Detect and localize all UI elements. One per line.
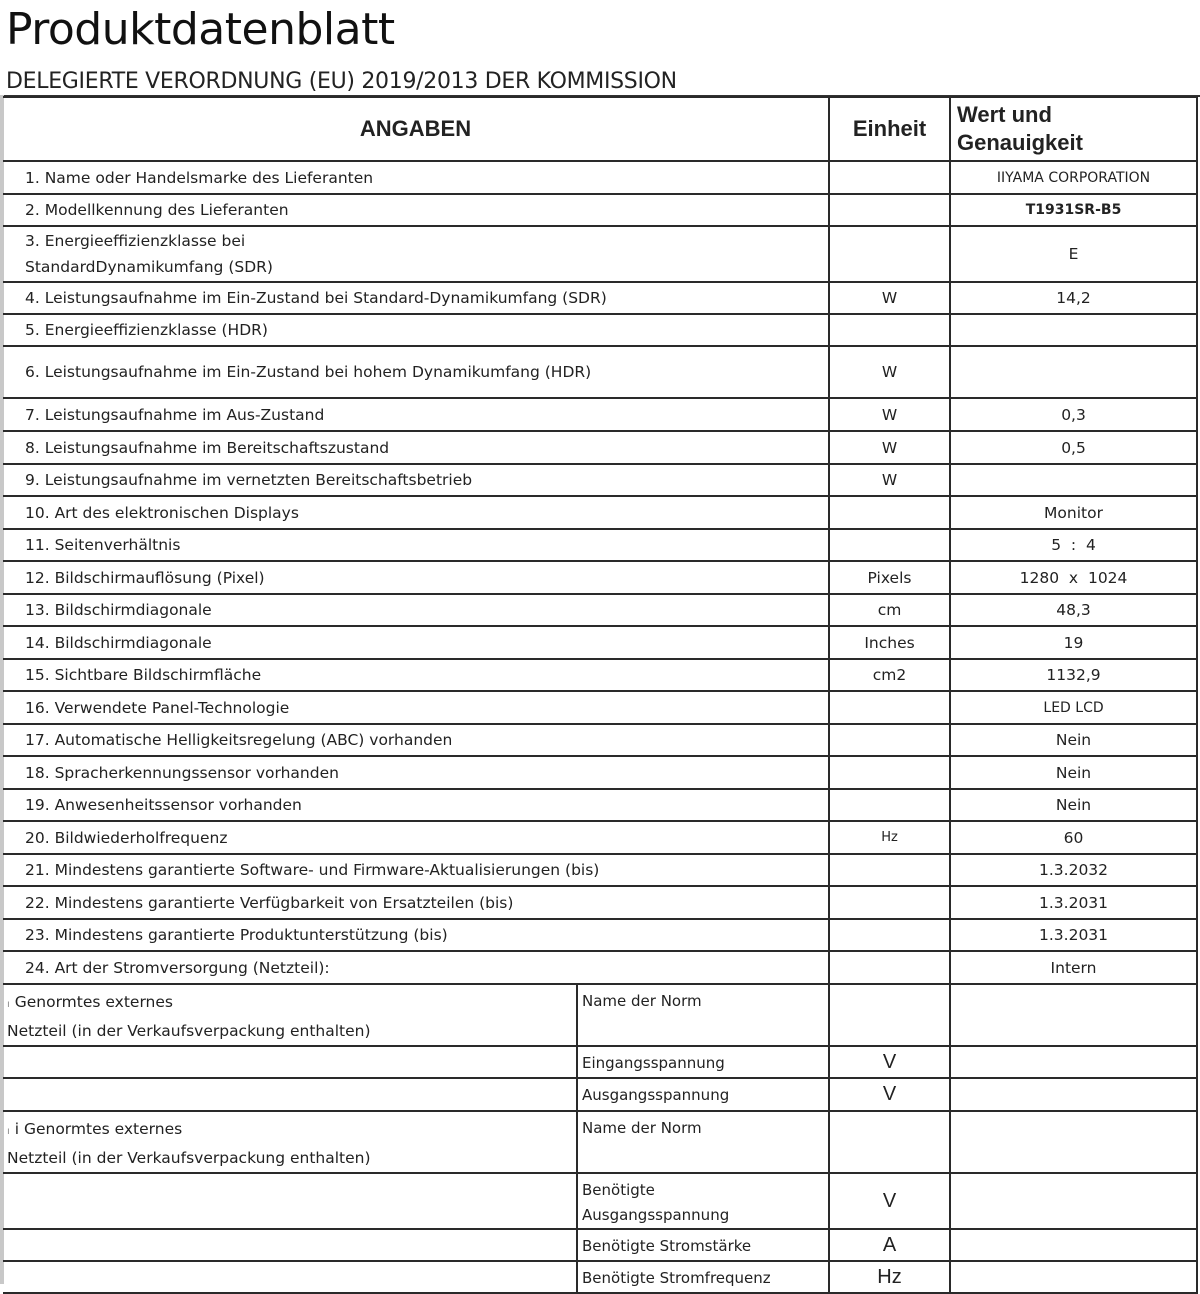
- psu-sub-unit: [829, 1111, 950, 1173]
- row-value: 0,5: [950, 431, 1197, 464]
- table-row: [3, 282, 1197, 314]
- row-unit: [829, 951, 950, 984]
- psu-external-row: [3, 984, 1197, 1046]
- table-row: [3, 529, 1197, 561]
- psu-sub-unit: A: [829, 1229, 950, 1261]
- row-label: 19. Anwesenheitssensor vorhanden: [3, 789, 829, 821]
- psu-external-label: [3, 984, 577, 1046]
- row-value: Monitor: [950, 496, 1197, 529]
- row-label: [3, 226, 829, 282]
- table-row: [3, 691, 1197, 724]
- psu-empty-cell: [3, 1261, 577, 1293]
- psu-external-label-line2: Netzteil (in der Verkaufsverpackung enthalten): [7, 1022, 371, 1040]
- row-value: Nein: [950, 724, 1197, 756]
- table-row: [3, 789, 1197, 821]
- psu-sub-value: [950, 1229, 1197, 1261]
- psu-sub-value: [950, 984, 1197, 1046]
- table-row: [3, 951, 1197, 984]
- row-unit: [829, 314, 950, 346]
- header-wert-line1: Wert und: [957, 102, 1052, 127]
- regulation-subtitle: DELEGIERTE VERORDNUNG (EU) 2019/2013 DER KOMMISSION: [6, 69, 677, 94]
- psu-sub-unit: V: [829, 1173, 950, 1229]
- table-row: [3, 226, 1197, 282]
- row-unit: [829, 194, 950, 226]
- row-label: 22. Mindestens garantierte Verfügbarkeit von Ersatzteilen (bis): [3, 886, 829, 919]
- row-unit: [829, 854, 950, 886]
- row-unit: W: [829, 346, 950, 398]
- psu-sub-label: Ausgangsspannung: [577, 1078, 829, 1111]
- table-row: [3, 346, 1197, 398]
- psu-sub-unit: [829, 984, 950, 1046]
- row-unit: [829, 496, 950, 529]
- header-wert: [950, 97, 1197, 161]
- table-row: [3, 886, 1197, 919]
- psu-sub-label: Benötigte Stromstärke: [577, 1229, 829, 1261]
- psu-sub-label: Name der Norm: [577, 984, 829, 1046]
- table-row: [3, 561, 1197, 594]
- row-value: 1132,9: [950, 659, 1197, 691]
- table-header-row: [3, 97, 1197, 161]
- row-label: 6. Leistungsaufnahme im Ein-Zustand bei hohem Dynamikumfang (HDR): [3, 346, 829, 398]
- psu-sub-unit: Hz: [829, 1261, 950, 1293]
- row-unit: Hz: [829, 821, 950, 854]
- psu-external-row: [3, 1078, 1197, 1111]
- row-label: 2. Modellkennung des Lieferanten: [3, 194, 829, 226]
- row-label: 23. Mindestens garantierte Produktunterstützung (bis): [3, 919, 829, 951]
- row-label: 8. Leistungsaufnahme im Bereitschaftszustand: [3, 431, 829, 464]
- table-row: [3, 756, 1197, 789]
- row-unit: Inches: [829, 626, 950, 659]
- row-unit: cm2: [829, 659, 950, 691]
- row-label: 15. Sichtbare Bildschirmfläche: [3, 659, 829, 691]
- row-label: 14. Bildschirmdiagonale: [3, 626, 829, 659]
- psu-empty-cell: [3, 1046, 577, 1078]
- table-row: [3, 314, 1197, 346]
- row-unit: [829, 756, 950, 789]
- row-label: 17. Automatische Helligkeitsregelung (ABC) vorhanden: [3, 724, 829, 756]
- row-label: 16. Verwendete Panel-Technologie: [3, 691, 829, 724]
- psu-sub-label-line1: Benötigte: [582, 1181, 655, 1199]
- row-value: LED LCD: [950, 691, 1197, 724]
- psu-empty-cell: [3, 1229, 577, 1261]
- psu-nonstandard-row: [3, 1229, 1197, 1261]
- row-unit: [829, 886, 950, 919]
- table-row: [3, 919, 1197, 951]
- row-unit: W: [829, 282, 950, 314]
- row-value: Intern: [950, 951, 1197, 984]
- row-unit: Pixels: [829, 561, 950, 594]
- row-label: 24. Art der Stromversorgung (Netzteil):: [3, 951, 829, 984]
- row-unit: W: [829, 398, 950, 431]
- psu-nonstandard-marker: ı: [7, 1126, 10, 1137]
- row-unit: [829, 691, 950, 724]
- row-label: 21. Mindestens garantierte Software- und Firmware-Aktualisierungen (bis): [3, 854, 829, 886]
- row-label: 18. Spracherkennungssensor vorhanden: [3, 756, 829, 789]
- table-row: [3, 464, 1197, 496]
- row-unit: W: [829, 431, 950, 464]
- psu-empty-cell: [3, 1173, 577, 1229]
- row-value: 60: [950, 821, 1197, 854]
- row-value: 1.3.2032: [950, 854, 1197, 886]
- row-label-line1: 3. Energieeffizienzklasse bei: [25, 232, 246, 250]
- table-row: [3, 626, 1197, 659]
- row-label: 4. Leistungsaufnahme im Ein-Zustand bei Standard-Dynamikumfang (SDR): [3, 282, 829, 314]
- row-value: 1280 x 1024: [950, 561, 1197, 594]
- psu-sub-label: Benötigte Stromfrequenz: [577, 1261, 829, 1293]
- row-value: E: [950, 226, 1197, 282]
- row-value: 0,3: [950, 398, 1197, 431]
- row-value: T1931SR-B5: [950, 194, 1197, 226]
- psu-nonstandard-label-line2: Netzteil (in der Verkaufsverpackung enthalten): [7, 1149, 371, 1167]
- table-row: [3, 431, 1197, 464]
- psu-sub-label: [577, 1173, 829, 1229]
- row-label: 7. Leistungsaufnahme im Aus-Zustand: [3, 398, 829, 431]
- row-unit: [829, 529, 950, 561]
- psu-sub-label: Eingangsspannung: [577, 1046, 829, 1078]
- table-row: [3, 161, 1197, 194]
- psu-sub-unit: V: [829, 1046, 950, 1078]
- header-wert-line2: Genauigkeit: [957, 130, 1083, 155]
- row-value: 48,3: [950, 594, 1197, 626]
- table-row: [3, 194, 1197, 226]
- psu-sub-label: Name der Norm: [577, 1111, 829, 1173]
- psu-sub-value: [950, 1046, 1197, 1078]
- row-label: 10. Art des elektronischen Displays: [3, 496, 829, 529]
- table-row: [3, 398, 1197, 431]
- row-value: [950, 346, 1197, 398]
- row-unit: [829, 724, 950, 756]
- row-value: Nein: [950, 756, 1197, 789]
- row-value: [950, 314, 1197, 346]
- row-label: 11. Seitenverhältnis: [3, 529, 829, 561]
- row-unit: cm: [829, 594, 950, 626]
- table-row: [3, 496, 1197, 529]
- table-row: [3, 724, 1197, 756]
- psu-sub-value: [950, 1261, 1197, 1293]
- header-angaben: ANGABEN: [3, 97, 829, 161]
- table-row: [3, 659, 1197, 691]
- psu-external-row: [3, 1046, 1197, 1078]
- table-row: [3, 854, 1197, 886]
- psu-nonstandard-row: [3, 1111, 1197, 1173]
- psu-nonstandard-label-line1: i Genormtes externes: [14, 1120, 183, 1138]
- table-row: [3, 594, 1197, 626]
- psu-sub-value: [950, 1111, 1197, 1173]
- row-value: 14,2: [950, 282, 1197, 314]
- row-value: 1.3.2031: [950, 886, 1197, 919]
- psu-sub-unit: V: [829, 1078, 950, 1111]
- row-label: 9. Leistungsaufnahme im vernetzten Bereitschaftsbetrieb: [3, 464, 829, 496]
- row-value: 1.3.2031: [950, 919, 1197, 951]
- row-value: IIYAMA CORPORATION: [950, 161, 1197, 194]
- psu-external-marker: ı: [7, 999, 10, 1010]
- row-unit: [829, 919, 950, 951]
- row-unit: [829, 789, 950, 821]
- row-label-line2: StandardDynamikumfang (SDR): [25, 258, 273, 276]
- row-label: 12. Bildschirmauflösung (Pixel): [3, 561, 829, 594]
- product-data-table: [3, 96, 1198, 1294]
- table-row: [3, 821, 1197, 854]
- psu-sub-value: [950, 1078, 1197, 1111]
- header-einheit: Einheit: [829, 97, 950, 161]
- page-title: Produktdatenblatt: [6, 4, 395, 55]
- psu-empty-cell: [3, 1078, 577, 1111]
- row-label: 5. Energieeffizienzklasse (HDR): [3, 314, 829, 346]
- psu-nonstandard-row: [3, 1261, 1197, 1293]
- psu-external-label-line1: Genormtes externes: [14, 993, 173, 1011]
- row-value: 19: [950, 626, 1197, 659]
- row-value: 5 : 4: [950, 529, 1197, 561]
- row-value: [950, 464, 1197, 496]
- psu-nonstandard-row: [3, 1173, 1197, 1229]
- row-label: 20. Bildwiederholfrequenz: [3, 821, 829, 854]
- psu-nonstandard-label: [3, 1111, 577, 1173]
- psu-sub-label-line2: Ausgangsspannung: [582, 1206, 730, 1224]
- row-unit: [829, 226, 950, 282]
- row-value: Nein: [950, 789, 1197, 821]
- row-unit: W: [829, 464, 950, 496]
- psu-sub-value: [950, 1173, 1197, 1229]
- row-label: 13. Bildschirmdiagonale: [3, 594, 829, 626]
- row-unit: [829, 161, 950, 194]
- row-label: 1. Name oder Handelsmarke des Lieferanten: [3, 161, 829, 194]
